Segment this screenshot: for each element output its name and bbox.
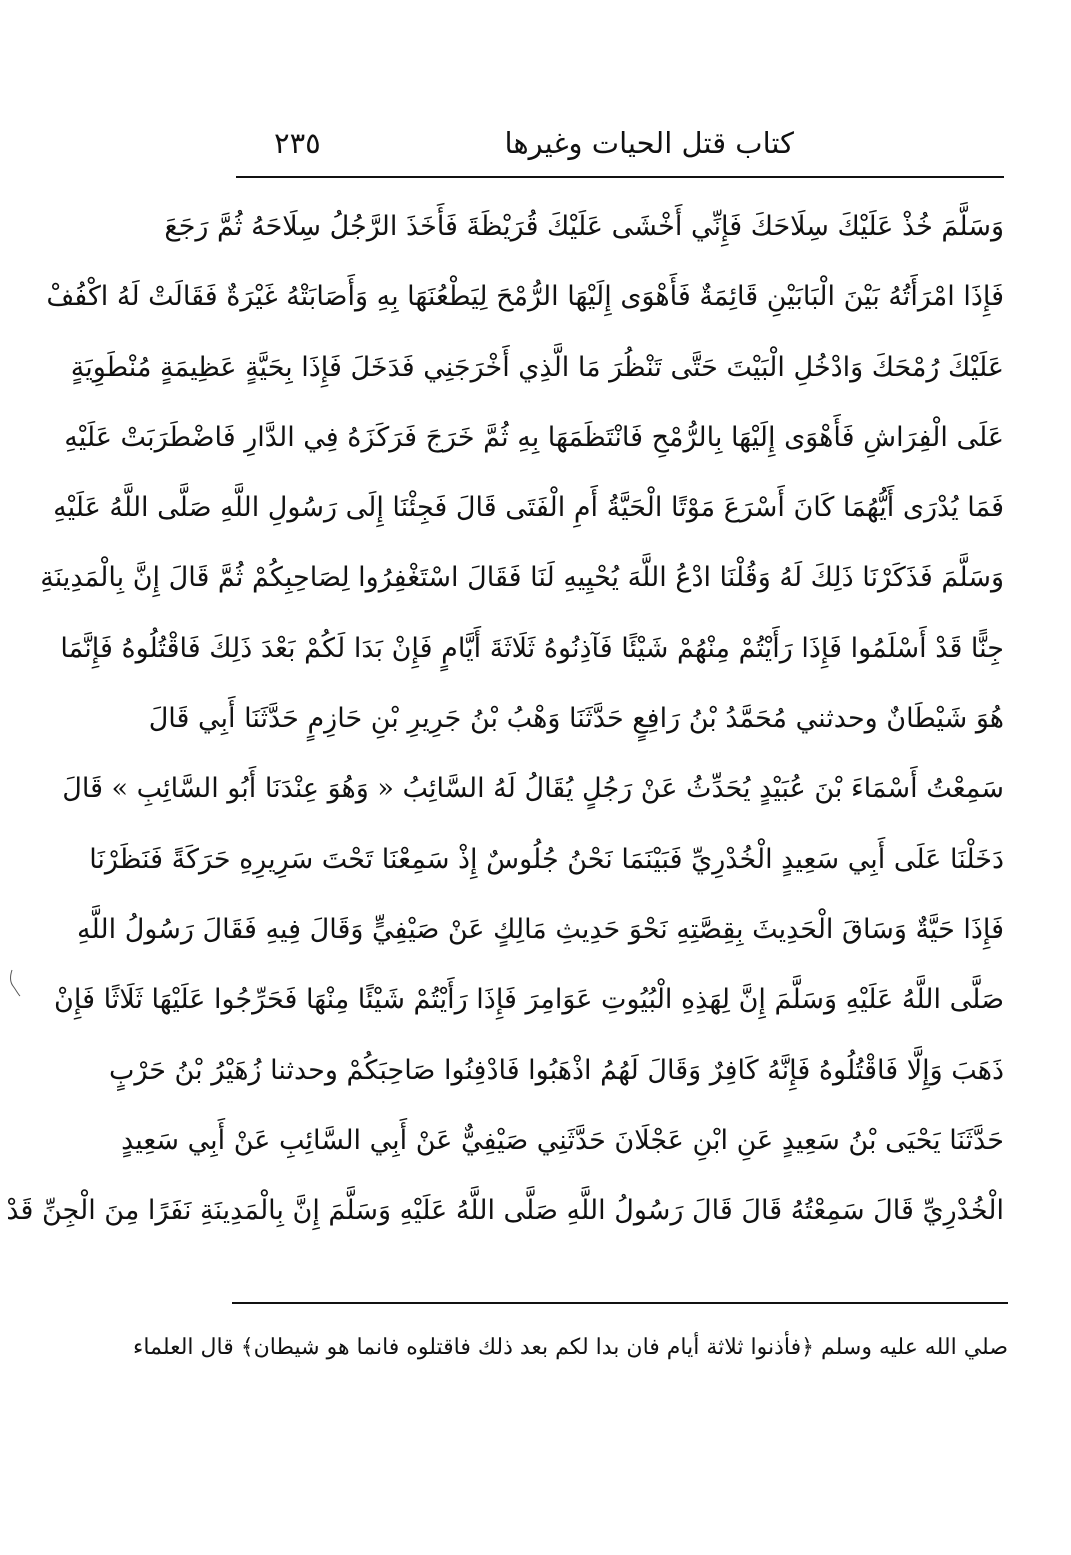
text-line-5: فَمَا يُدْرَى أَيُّهُمَا كَانَ أَسْرَعَ مَوْتًا الْحَيَّةُ أَمِ الْفَتَى قَالَ فَجِئْنَا إِلَى رَسُولِ اللَّهِ صَلَّى اللَّهُ عَلَيْهِ: [53, 492, 1004, 524]
text-line-12: صَلَّى اللَّهُ عَلَيْهِ وَسَلَّمَ إِنَّ لِهَذِهِ الْبُيُوتِ عَوَامِرَ فَإِذَا رَأَيْتُمْ شَيْئًا مِنْهَا فَحَرِّجُوا عَلَيْهَا ثَلَاثًا فَإِنْ: [54, 984, 1004, 1016]
main-text: [6, 192, 1004, 1246]
running-header: [232, 122, 1004, 172]
text-line-4: عَلَى الْفِرَاشِ فَأَهْوَى إِلَيْهَا بِالرُّمْحِ فَانْتَظَمَهَا بِهِ ثُمَّ خَرَجَ فَرَكَزَهُ فِي الدَّارِ فَاضْطَرَبَتْ عَلَيْهِ: [64, 421, 1004, 453]
text-line-9: سَمِعْتُ أَسْمَاءَ بْنَ عُبَيْدٍ يُحَدِّثُ عَنْ رَجُلٍ يُقَالُ لَهُ السَّائِبُ « وَهُوَ عِنْدَنَا أَبُو السَّائِبِ » قَالَ: [62, 773, 1004, 805]
text-line-8: هُوَ شَيْطَانٌ وحدثني مُحَمَّدُ بْنُ رَافِعٍ حَدَّثَنَا وَهْبُ بْنُ جَرِيرِ بْنِ حَازِمٍ حَدَّثَنَا أَبِي قَالَ: [148, 703, 1004, 735]
text-line-14: حَدَّثَنَا يَحْيَى بْنُ سَعِيدٍ عَنِ ابْنِ عَجْلَانَ حَدَّثَنِي صَيْفِيٌّ عَنْ أَبِي السَّائِبِ عَنْ أَبِي سَعِيدٍ: [121, 1124, 1004, 1156]
text-line-7: جِنًّا قَدْ أَسْلَمُوا فَإِذَا رَأَيْتُمْ مِنْهُمْ شَيْئًا فَآذِنُوهُ ثَلَاثَةَ أَيَّامٍ فَإِنْ بَدَا لَكُمْ بَعْدَ ذَلِكَ فَاقْتُلُوهُ فَإِنَّمَا: [60, 632, 1004, 664]
chapter-title: كتاب قتل الحيات وغيرها: [504, 126, 794, 160]
footnote-commentary: صلي الله عليه وسلم ﴿فأذنوا ثلاثة أيام فان بدا لكم بعد ذلك فاقتلوه فانما هو شيطان﴾ قال العلماء: [133, 1335, 1008, 1360]
text-line-11: فَإِذَا حَيَّةٌ وَسَاقَ الْحَدِيثَ بِقِصَّتِهِ نَحْوَ حَدِيثِ مَالِكٍ عَنْ صَيْفِيٍّ وَقَالَ فِيهِ فَقَالَ رَسُولُ اللَّهِ: [77, 913, 1004, 945]
text-line-2: فَإِذَا امْرَأَتُهُ بَيْنَ الْبَابَيْنِ قَائِمَةٌ فَأَهْوَى إِلَيْهَا الرُّمْحَ لِيَطْعُنَهَا بِهِ وَأَصَابَتْهُ غَيْرَةٌ فَقَالَتْ لَهُ اكْفُفْ: [46, 281, 1004, 313]
text-line-13: ذَهَبَ وَإِلَّا فَاقْتُلُوهُ فَإِنَّهُ كَافِرٌ وَقَالَ لَهُمُ اذْهَبُوا فَادْفِنُوا صَاحِبَكُمْ وحدثنا زُهَيْرُ بْنُ حَرْبٍ: [108, 1054, 1004, 1086]
text-line-10: دَخَلْنَا عَلَى أَبِي سَعِيدٍ الْخُدْرِيِّ فَبَيْنَمَا نَحْنُ جُلُوسٌ إِذْ سَمِعْنَا تَحْتَ سَرِيرِهِ حَرَكَةً فَنَظَرْنَا: [89, 843, 1004, 875]
footnote-divider: [232, 1302, 1008, 1304]
text-line-3: عَلَيْكَ رُمْحَكَ وَادْخُلِ الْبَيْتَ حَتَّى تَنْظُرَ مَا الَّذِي أَخْرَجَنِي فَدَخَلَ فَإِذَا بِحَيَّةٍ عَظِيمَةٍ مُنْطَوِيَةٍ: [70, 351, 1004, 383]
text-line-6: وَسَلَّمَ فَذَكَرْنَا ذَلِكَ لَهُ وَقُلْنَا ادْعُ اللَّهَ يُحْيِيهِ لَنَا فَقَالَ اسْتَغْفِرُوا لِصَاحِبِكُمْ ثُمَّ قَالَ إِنَّ بِالْمَدِينَةِ: [40, 562, 1004, 594]
text-line-15: الْخُدْرِيِّ قَالَ سَمِعْتُهُ قَالَ قَالَ رَسُولُ اللَّهِ صَلَّى اللَّهُ عَلَيْهِ وَسَلَّمَ إِنَّ بِالْمَدِينَةِ نَفَرًا مِنَ الْجِنِّ قَدْ: [6, 1195, 1004, 1227]
header-divider: [236, 176, 1004, 178]
margin-bracket-mark: [8, 968, 22, 998]
text-line-1: وَسَلَّمَ خُذْ عَلَيْكَ سِلَاحَكَ فَإِنِّي أَخْشَى عَلَيْكَ قُرَيْظَةَ فَأَخَذَ الرَّجُلُ سِلَاحَهُ ثُمَّ رَجَعَ: [164, 211, 1004, 242]
page-number: ٢٣٥: [274, 126, 321, 160]
